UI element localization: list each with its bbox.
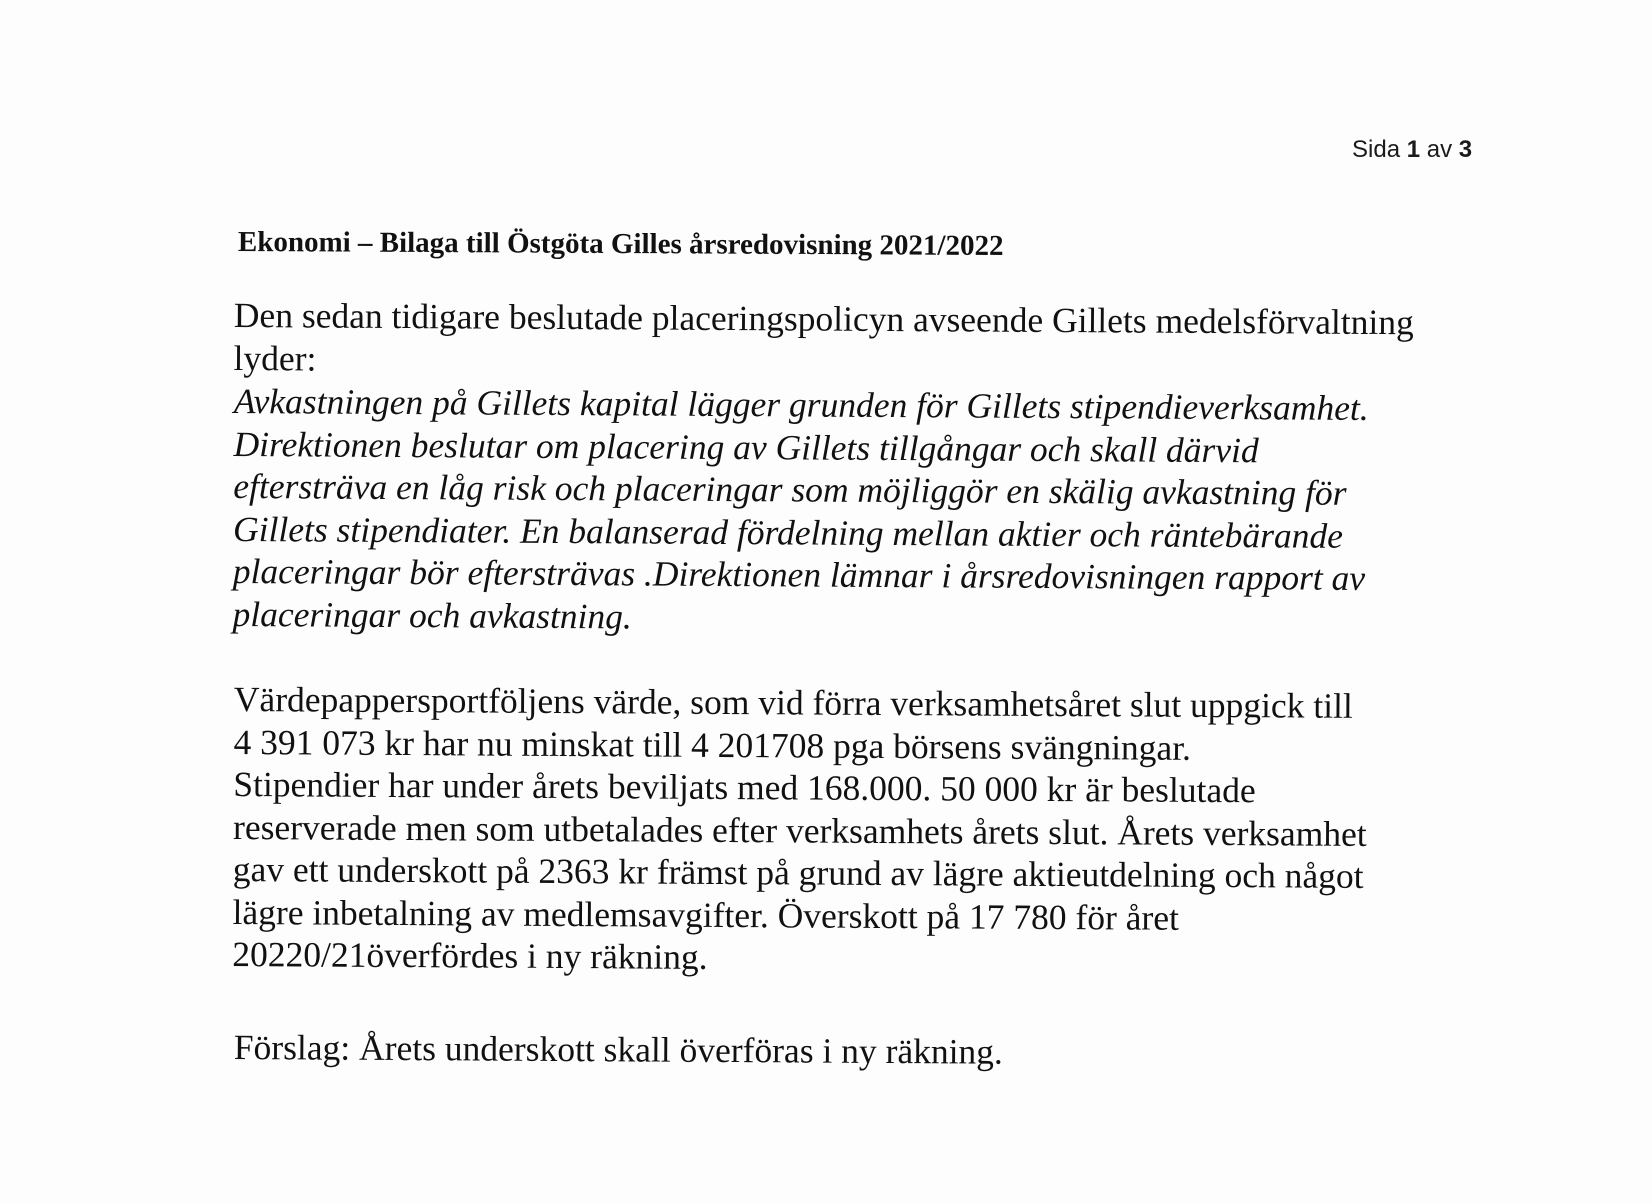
- page-number-total: 3: [1458, 136, 1473, 163]
- policy-quote-line: placeringar bör eftersträvas .Direktionen lämnar i årsredovisningen rapport av: [232, 550, 1366, 598]
- page-number: [1352, 136, 1472, 164]
- policy-quote-line: eftersträva en låg risk och placeringar som möjliggör en skälig avkastning för: [233, 465, 1347, 513]
- finance-report-line: 4 391 073 kr har nu minskat till 4 201708 pga börsens svängningar.: [233, 721, 1192, 768]
- policy-quote-paragraph: [232, 380, 1368, 642]
- finance-report-line: 20220/21överfördes i ny räkning.: [232, 933, 708, 977]
- policy-intro-paragraph: [233, 294, 1413, 386]
- page-number-current: 1: [1406, 136, 1421, 163]
- page-number-prefix: Sida: [1352, 136, 1401, 163]
- proposal-paragraph: [234, 1026, 1003, 1073]
- finance-report-line: gav ett underskott på 2363 kr främst på grund av lägre aktieutdelning och något: [232, 848, 1364, 896]
- policy-intro-line: lyder:: [233, 337, 317, 379]
- proposal-line: Förslag: Årets underskott skall överföras i ny räkning.: [233, 1027, 1004, 1072]
- document-title: Ekonomi – Bilaga till Östgöta Gilles årsredovisning 2021/2022: [237, 226, 1004, 263]
- policy-quote-line: Avkastningen på Gillets kapital lägger grunden för Gillets stipendieverksamhet.: [233, 380, 1369, 428]
- finance-report-paragraph: [232, 678, 1367, 982]
- finance-report-line: lägre inbetalning av medlemsavgifter. Överskott på 17 780 för året: [232, 891, 1180, 938]
- finance-report-line: Värdepappersportföljens värde, som vid förra verksamhetsåret slut uppgick till: [233, 679, 1353, 726]
- finance-report-line: Stipendier har under årets beviljats med 168.000. 50 000 kr är beslutade: [233, 763, 1256, 811]
- policy-intro-line: Den sedan tidigare beslutade placeringspolicyn avseende Gillets medelsförvaltning: [233, 294, 1414, 343]
- policy-quote-line: placeringar och avkastning.: [232, 593, 633, 636]
- policy-quote-line: Direktionen beslutar om placering av Gillets tillgångar och skall därvid: [233, 423, 1259, 470]
- policy-quote-line: Gillets stipendiater. En balanserad fördelning mellan aktier och räntebärande: [232, 508, 1344, 556]
- page-number-middle: av: [1426, 136, 1453, 163]
- finance-report-line: reserverade men som utbetalades efter verksamhets årets slut. Årets verksamhet: [232, 806, 1367, 854]
